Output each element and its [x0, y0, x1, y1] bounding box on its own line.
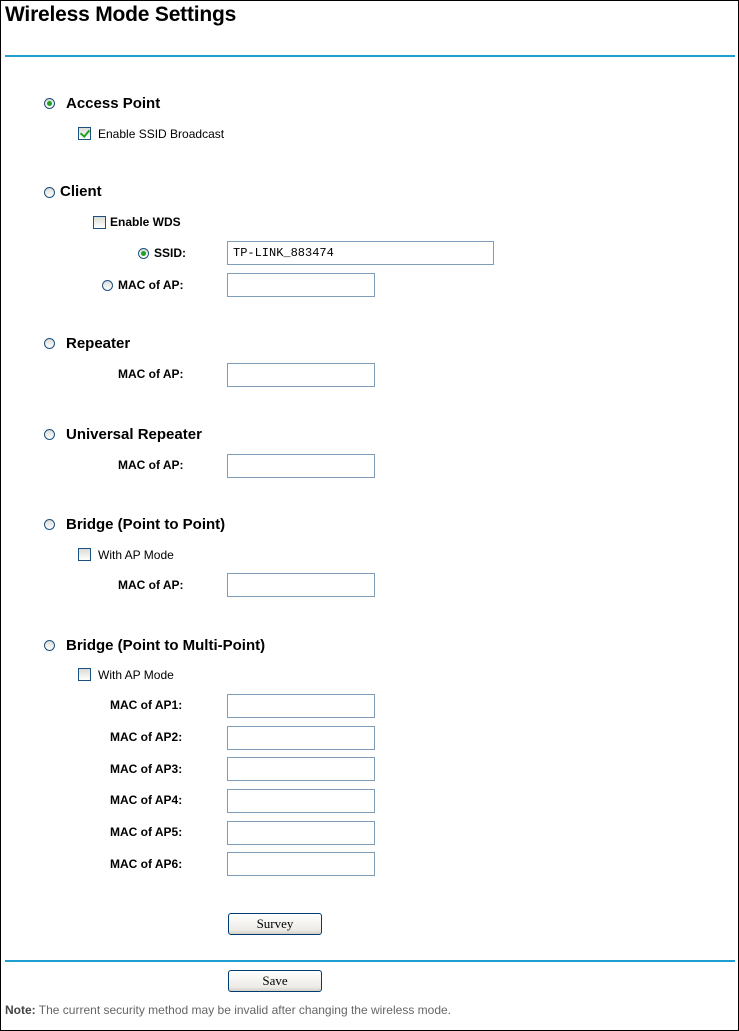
- client-mac-of-ap-label: MAC of AP:: [118, 278, 184, 292]
- bridge-p2mp-radio[interactable]: [44, 640, 55, 651]
- mac-of-ap2-input[interactable]: [227, 726, 375, 750]
- enable-ssid-broadcast-checkbox[interactable]: [78, 127, 91, 140]
- universal-repeater-mac-of-ap-input[interactable]: [227, 454, 375, 478]
- enable-wds-label: Enable WDS: [110, 215, 181, 229]
- top-divider: [5, 55, 735, 57]
- bottom-divider: [5, 960, 735, 962]
- access-point-label: Access Point: [66, 95, 161, 112]
- save-button[interactable]: Save: [228, 970, 322, 992]
- note-text: The current security method may be invalid after changing the wireless mode.: [38, 1003, 451, 1017]
- bridge-p2p-mac-of-ap-label: MAC of AP:: [118, 578, 184, 592]
- mac-of-ap4-input[interactable]: [227, 789, 375, 813]
- ssid-radio[interactable]: [138, 248, 149, 259]
- client-mac-of-ap-input[interactable]: [227, 273, 375, 297]
- bridge-p2p-with-ap-mode-label: With AP Mode: [98, 548, 174, 562]
- access-point-radio[interactable]: [44, 98, 55, 109]
- ssid-label: SSID:: [154, 246, 187, 260]
- mac-of-ap6-input[interactable]: [227, 852, 375, 876]
- mac-of-ap4-label: MAC of AP4:: [110, 793, 183, 807]
- mac-of-ap3-input[interactable]: [227, 757, 375, 781]
- repeater-mac-of-ap-input[interactable]: [227, 363, 375, 387]
- page-title: Wireless Mode Settings: [5, 3, 237, 26]
- mac-of-ap5-input[interactable]: [227, 821, 375, 845]
- note: [5, 1003, 451, 1017]
- enable-ssid-broadcast-label: Enable SSID Broadcast: [98, 127, 225, 141]
- repeater-mac-of-ap-label: MAC of AP:: [118, 367, 184, 381]
- bridge-p2p-radio[interactable]: [44, 519, 55, 530]
- universal-repeater-label: Universal Repeater: [66, 426, 202, 443]
- bridge-p2mp-with-ap-mode-checkbox[interactable]: [78, 668, 91, 681]
- repeater-label: Repeater: [66, 335, 131, 352]
- mac-of-ap1-input[interactable]: [227, 694, 375, 718]
- universal-repeater-mac-of-ap-label: MAC of AP:: [118, 458, 184, 472]
- client-radio[interactable]: [44, 187, 55, 198]
- survey-button[interactable]: Survey: [228, 913, 322, 935]
- client-label: Client: [60, 183, 102, 200]
- client-mac-of-ap-radio[interactable]: [102, 280, 113, 291]
- mac-of-ap2-label: MAC of AP2:: [110, 730, 183, 744]
- enable-wds-checkbox[interactable]: [93, 216, 106, 229]
- ssid-input[interactable]: TP-LINK_883474: [227, 241, 494, 265]
- repeater-radio[interactable]: [44, 338, 55, 349]
- mac-of-ap1-label: MAC of AP1:: [110, 698, 183, 712]
- bridge-p2p-label: Bridge (Point to Point): [66, 516, 226, 533]
- bridge-p2p-with-ap-mode-checkbox[interactable]: [78, 548, 91, 561]
- mac-of-ap3-label: MAC of AP3:: [110, 762, 183, 776]
- bridge-p2mp-with-ap-mode-label: With AP Mode: [98, 668, 174, 682]
- mac-of-ap5-label: MAC of AP5:: [110, 825, 183, 839]
- bridge-p2mp-label: Bridge (Point to Multi-Point): [66, 637, 266, 654]
- note-label: Note:: [5, 1003, 36, 1017]
- bridge-p2p-mac-of-ap-input[interactable]: [227, 573, 375, 597]
- universal-repeater-radio[interactable]: [44, 429, 55, 440]
- mac-of-ap6-label: MAC of AP6:: [110, 857, 183, 871]
